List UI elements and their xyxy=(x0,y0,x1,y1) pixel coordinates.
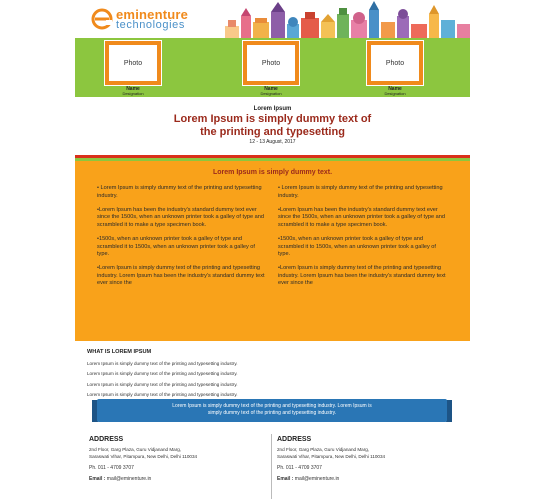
address-email xyxy=(277,476,457,482)
company-logo xyxy=(91,6,188,32)
photo-placeholder: Photo xyxy=(367,41,423,85)
member-designation: Designation xyxy=(122,91,144,97)
address-divider xyxy=(271,434,272,499)
address-line: 2nd Floor, Garg Plaza, Guru Vidjanand Marg, xyxy=(277,447,370,452)
highlight-paragraph: •Lorem Ipsum is simply dummy text of the printing and typesetting industry. Lorem Ipsum has been the industry's standard dummy text ever since the xyxy=(97,265,265,287)
address-heading: ADDRESS xyxy=(89,436,124,443)
about-section xyxy=(87,349,457,400)
brochure-header xyxy=(75,0,470,38)
highlights-column-right xyxy=(278,185,448,295)
about-heading: WHAT IS LOREM IPSUM xyxy=(87,349,152,355)
highlight-paragraph: •Lorem Ipsum has been the industry's standard dummy text ever since the 1500s, when an unknown printer took a galley of type and scrambled it to make a type specimen book. xyxy=(278,206,445,228)
address-phone: Ph. 011 - 4709 3707 xyxy=(89,465,134,471)
logo-tagline: technologies xyxy=(116,18,185,31)
highlight-paragraph: •Lorem Ipsum has been the industry's standard dummy text ever since the 1500s, when an unknown printer took a galley of type and scrambled it to make a type specimen book. xyxy=(97,206,264,228)
title-line-2: the printing and typesetting xyxy=(200,126,345,138)
address-heading: ADDRESS xyxy=(277,436,312,443)
team-member-card xyxy=(360,41,430,97)
event-title-block xyxy=(75,97,470,152)
address-line: Saraswati Vihar, Pitampura, New Delhi, Delhi 110034 xyxy=(277,454,386,459)
address-line: Saraswati Vihar, Pitampura, New Delhi, Delhi 110034 xyxy=(89,454,198,459)
email-label: Email : xyxy=(89,476,106,482)
about-line: Lorem Ipsum is simply dummy text of the printing and typesetting industry. xyxy=(87,381,238,387)
event-date: 12 - 13 August, 2017 xyxy=(249,139,296,145)
highlight-paragraph: •1500s, when an unknown printer took a galley of type and scrambled it to 1500s, when an unknown printer took a galley of type. xyxy=(97,235,255,258)
highlights-section xyxy=(75,161,470,341)
address-block xyxy=(89,436,269,482)
brochure-page xyxy=(75,0,470,499)
highlight-paragraph: • Lorem Ipsum is simply dummy text of the printing and typesetting industry. xyxy=(97,185,262,199)
about-line: Lorem Ipsum is simply dummy text of the printing and typesetting industry. xyxy=(87,391,238,397)
ribbon-line-1: Lorem Ipsum is simply dummy text of the printing and typesetting industry. Lorem Ipsum is xyxy=(172,403,372,409)
address-line: 2nd Floor, Garg Plaza, Guru Vidjanand Marg, xyxy=(89,447,182,452)
email-link[interactable]: mail@eminenture.in xyxy=(106,476,152,482)
address-block xyxy=(277,436,457,482)
member-name: Name xyxy=(126,86,140,92)
team-photo-band xyxy=(75,38,470,97)
member-name: Name xyxy=(264,86,278,92)
photo-placeholder: Photo xyxy=(243,41,299,85)
highlight-ribbon xyxy=(97,399,447,422)
logo-mark-icon xyxy=(91,8,113,30)
address-phone: Ph. 011 - 4709 3707 xyxy=(277,465,322,471)
team-member-card xyxy=(98,41,168,97)
highlight-paragraph: •1500s, when an unknown printer took a galley of type and scrambled it to 1500s, when an unknown printer took a galley of type. xyxy=(278,235,436,258)
title-line-1: Lorem Ipsum is simply dummy text of xyxy=(173,113,372,125)
about-line: Lorem Ipsum is simply dummy text of the printing and typesetting industry. xyxy=(87,361,238,366)
address-email xyxy=(89,476,269,482)
highlights-heading: Lorem Ipsum is simply dummy text. xyxy=(212,169,333,176)
highlight-paragraph: • Lorem Ipsum is simply dummy text of the printing and typesetting industry. xyxy=(278,185,443,199)
member-designation: Designation xyxy=(384,91,406,97)
team-member-card xyxy=(236,41,306,97)
title-kicker: Lorem Ipsum xyxy=(253,106,292,112)
photo-placeholder: Photo xyxy=(105,41,161,85)
highlight-paragraph: •Lorem Ipsum is simply dummy text of the printing and typesetting industry. Lorem Ipsum has been the industry's standard dummy text ever since the xyxy=(278,265,446,287)
about-line: Lorem Ipsum is simply dummy text of the printing and typesetting industry. xyxy=(87,371,238,377)
email-link[interactable]: mail@eminenture.in xyxy=(294,476,340,482)
ribbon-line-2: simply dummy text of the printing and typesetting industry. xyxy=(207,410,337,416)
member-designation: Designation xyxy=(260,91,282,97)
email-label: Email : xyxy=(277,476,294,482)
logo-name: eminenture xyxy=(116,6,189,22)
member-name: Name xyxy=(388,86,402,92)
highlights-column-left xyxy=(97,185,267,295)
city-skyline-illustration xyxy=(225,0,470,38)
